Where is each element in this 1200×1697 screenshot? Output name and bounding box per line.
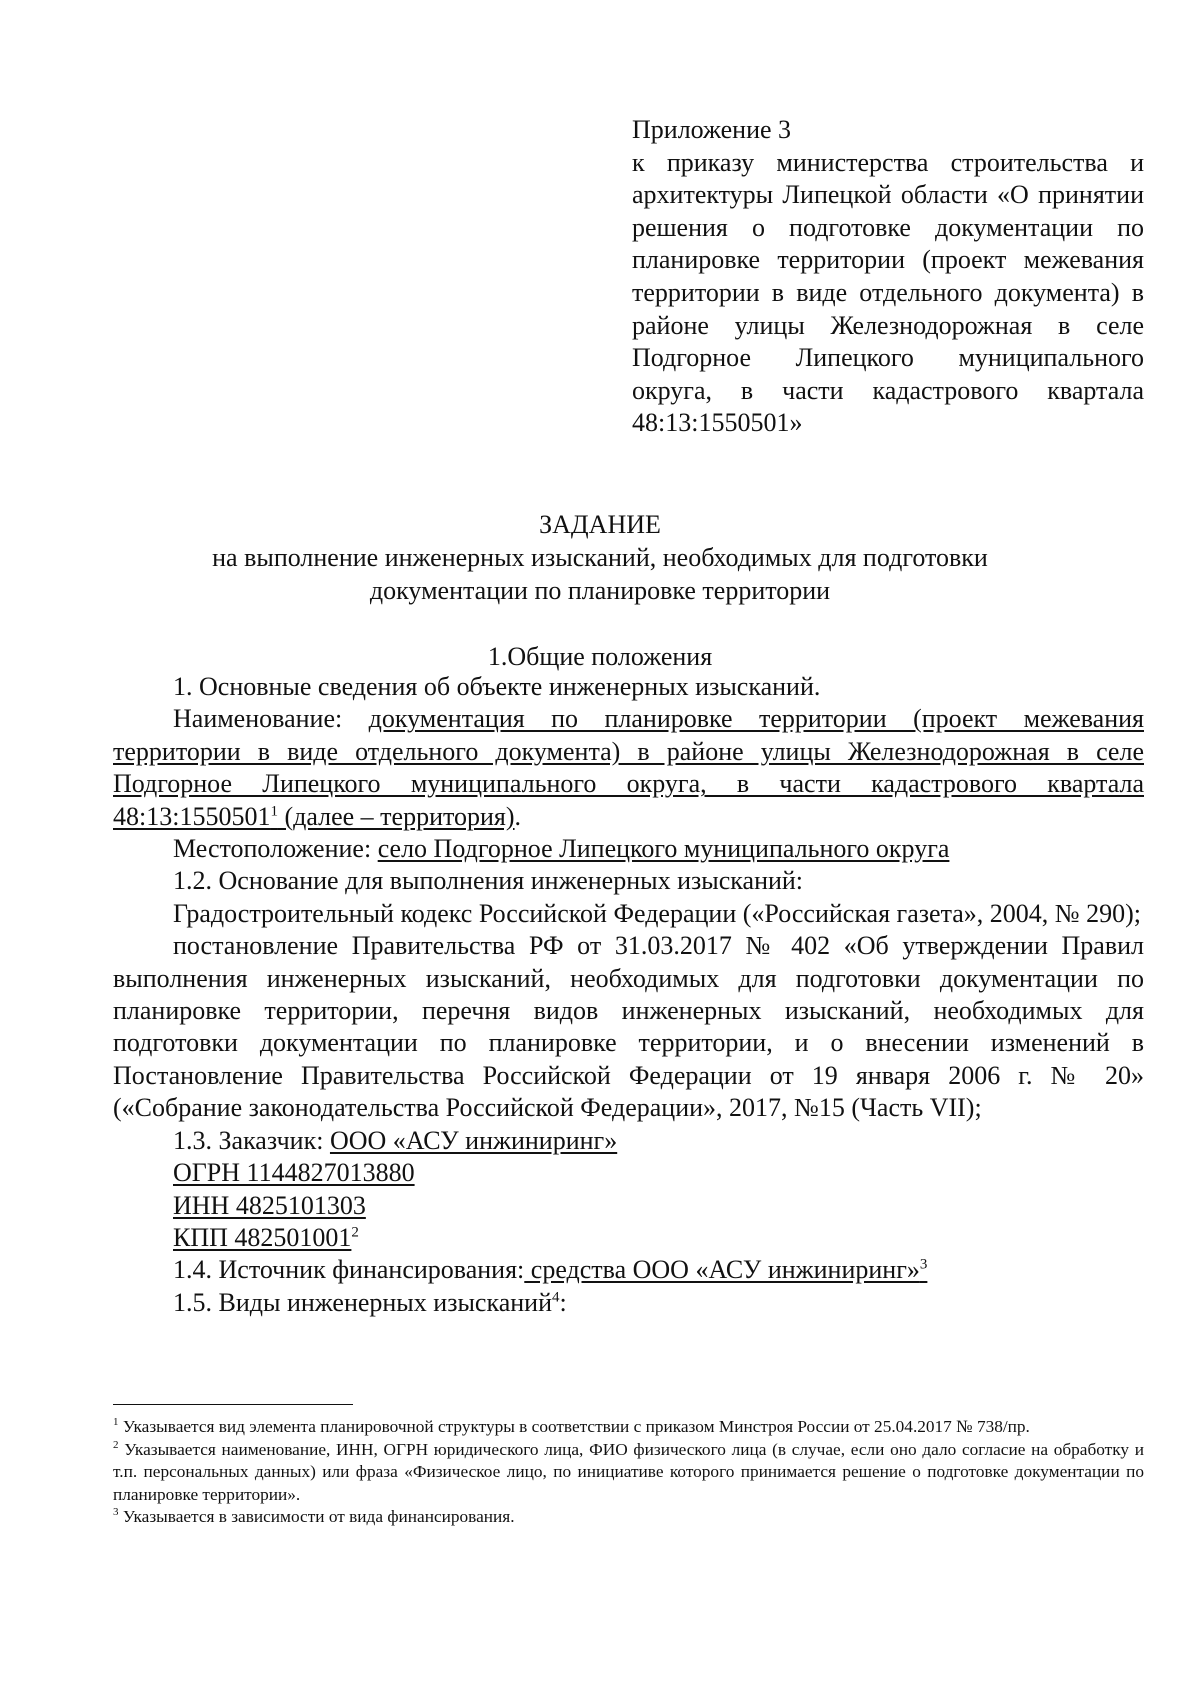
name-value-tail: (далее – территория) — [277, 801, 515, 831]
location-label: Местоположение: — [173, 834, 378, 864]
footnote-3-text: Указывается в зависимости от вида финансирования. — [118, 1507, 515, 1527]
location-paragraph — [113, 833, 1144, 865]
footnote-ref-1: 1 — [270, 802, 278, 819]
funding-value — [524, 1255, 927, 1284]
appendix-text: к приказу министерства строительства и архитектуры Липецкой области «О принятии решения о подготовке документации по планировке территории (проект межевания территории в виде отдельного документа) в районе улицы Железнодорожная в селе Подгорное Липецкого муниципального округа, в части кадастрового квартала 48:13:1550501» — [632, 147, 1144, 438]
kpp-paragraph — [113, 1222, 1144, 1254]
document-title: ЗАДАНИЕ — [539, 510, 661, 539]
footnote-ref-2: 2 — [351, 1224, 359, 1241]
survey-types-end: : — [559, 1287, 567, 1317]
footnote-ref-3: 3 — [919, 1256, 928, 1273]
footnote-2 — [113, 1439, 1144, 1507]
ogrn-paragraph — [113, 1157, 1144, 1189]
survey-types-text: 1.5. Виды инженерных изысканий — [173, 1287, 552, 1317]
section-body — [113, 671, 1144, 1319]
customer-paragraph — [113, 1125, 1144, 1157]
name-label: Наименование: — [173, 704, 369, 734]
item-1-2-paragraph: 1.2. Основание для выполнения инженерных изысканий: — [173, 866, 804, 896]
location-value: село Подгорное Липецкого муниципального округа — [377, 834, 950, 864]
name-paragraph — [113, 703, 1144, 833]
funding-label: 1.4. Источник финансирования: — [173, 1255, 525, 1285]
name-end: . — [514, 801, 522, 831]
survey-types-paragraph — [113, 1287, 1144, 1319]
customer-label: 1.3. Заказчик: — [173, 1125, 330, 1155]
kpp-value: КПП 482501001 — [173, 1222, 352, 1252]
footnote-separator — [113, 1404, 353, 1405]
basis-2-paragraph: постановление Правительства РФ от 31.03.2017 № 402 «Об утверждении Правил выполнения инженерных изысканий, необходимых для подготовки документации по планировке территории, перечня видов инженерных изысканий, необходимых для подготовки документации по планировке территории, и о внесении изменений в Постановление Правительства Российской Федерации от 19 января 2006 г. № 20» («Собрание законодательства Российской Федерации», 2017, №15 (Часть VII); — [113, 931, 1144, 1123]
footnote-1-number: 1 — [113, 1416, 119, 1429]
name-value-text: документация по планировке территории (проект межевания территории в виде отдельного документа) в районе улицы Железнодорожная в селе Подгорное Липецкого муниципального округа, в части кадастрового квартала 48:13:1550501 — [113, 704, 1144, 831]
inn-value: ИНН 4825101303 — [173, 1190, 366, 1220]
footnote-1-text: Указывается вид элемента планировочной структуры в соответствии с приказом Минстроя России от 25.04.2017 № 738/пр. — [118, 1417, 1030, 1436]
funding-value-text: средства ООО «АСУ инжиниринг» — [524, 1255, 920, 1285]
document-subtitle-line-1: на выполнение инженерных изысканий, необходимых для подготовки — [212, 543, 988, 572]
item-1-paragraph: 1. Основные сведения об объекте инженерных изысканий. — [173, 672, 821, 701]
funding-paragraph — [113, 1254, 1144, 1286]
ogrn-value: ОГРН 1144827013880 — [173, 1158, 415, 1188]
appendix-title: Приложение 3 — [632, 115, 792, 144]
footnote-2-text: Указывается наименование, ИНН, ОГРН юридического лица, ФИО физического лица (в случае, если оно дало согласие на обработку и т.п. персональных данных) или фраза «Физическое лицо, по инициативе которого принимается решение о подготовке документации по планировке территории». — [113, 1439, 1144, 1504]
footnotes — [113, 1416, 1144, 1529]
inn-paragraph — [113, 1190, 1144, 1222]
document-title-block — [150, 508, 1050, 607]
basis-1-paragraph: Градостроительный кодекс Российской Федерации («Российская газета», 2004, № 290); — [173, 898, 1141, 928]
footnote-3 — [113, 1506, 1144, 1529]
section-heading: 1.Общие положения — [487, 642, 713, 671]
footnote-3-number: 3 — [113, 1506, 119, 1519]
footnote-ref-4: 4 — [552, 1289, 560, 1306]
document-subtitle-line-2: документации по планировке территории — [369, 576, 831, 605]
footnote-1 — [113, 1416, 1144, 1439]
footnote-2-number: 2 — [113, 1438, 119, 1451]
appendix-block — [632, 114, 1144, 440]
customer-name: ООО «АСУ инжиниринг» — [329, 1125, 618, 1155]
